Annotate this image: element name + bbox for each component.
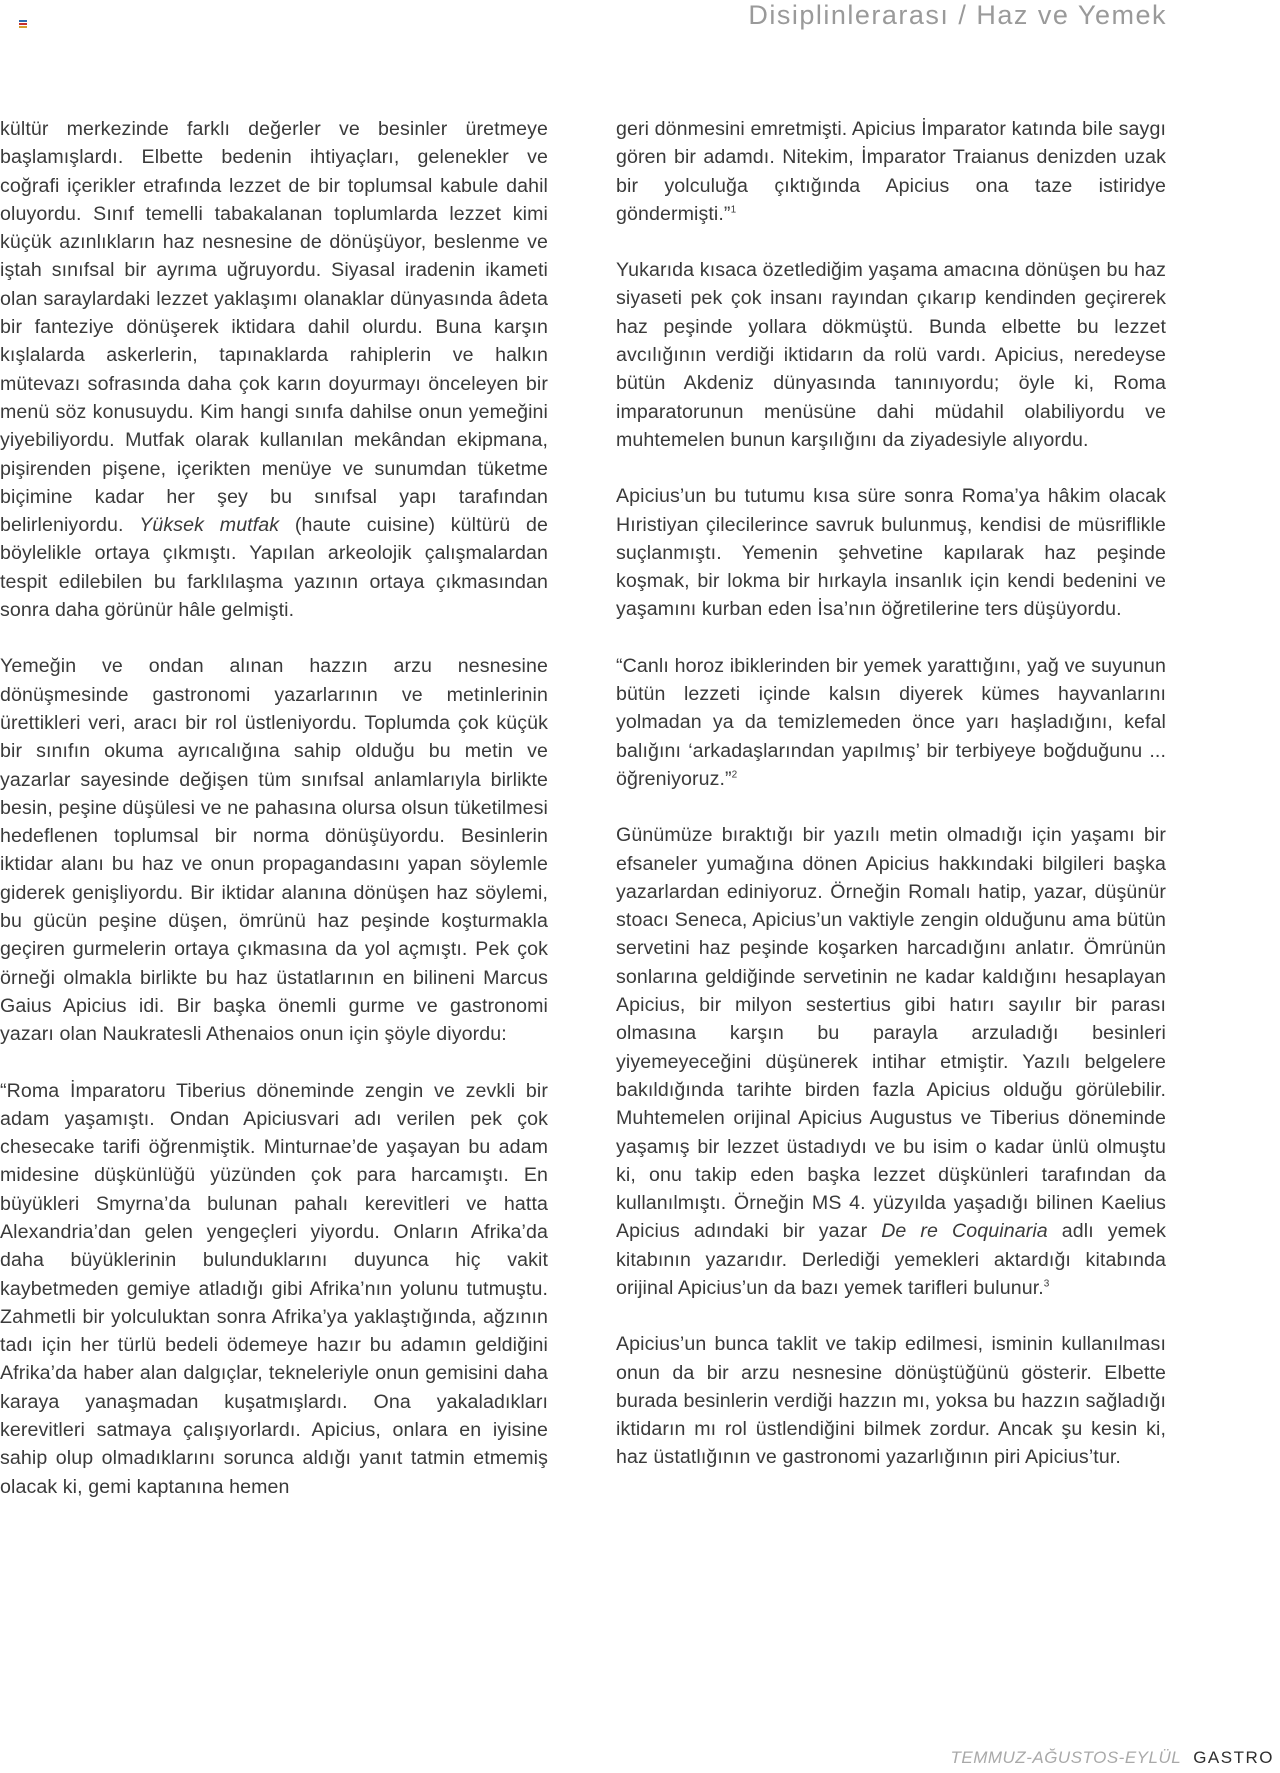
section-title: Disiplinlerarası / Haz ve Yemek (748, 0, 1167, 30)
footnote-marker: 3 (1043, 1278, 1050, 1290)
article-paragraph: Apicius’un bunca taklit ve takip edilmesi, isminin kullanılması onun da bir arzu nesnesine dönüştüğünü gösterir. Elbette burada besinlerin verdiği hazzın mı, yoksa bu hazzın sağladığı iktidarın mı rol üstlendiğini bilmek zordur. Ancak şu kesin ki, haz üstatlığının ve gastronomi yazarlığının piri Apicius’tur. (616, 1333, 1166, 1469)
footnote-marker: 2 (731, 769, 738, 781)
article-quote-end: geri dönmesini emretmişti. Apicius İmparator katında bile saygı gören bir adamdı. Nitekim, İmparator Traianus denizden uzak bir yolculuğa çıktığında Apicius ona taze istiridye göndermişti.”$^1$ (616, 118, 1166, 225)
article-paragraph: Yemeğin ve ondan alınan hazzın arzu nesnesine dönüşmesinde gastronomi yazarlarının ve metinlerinin ürettikleri veri, aracı bir rol üstleniyordu. Toplumda çok küçük bir sınıfın okuma ayrıcalığına sahip olduğu bu metin ve yazarlar sayesinde değişen tüm sınıfsal anlamlarıyla birlikte besin, peşine düşülesi ve ne pahasına olursa olsun tüketilmesi hedeflenen toplumsal bir norma dönüşüyordu. Besinlerin iktidar alanı bu haz ve onun propagandasını yapan söylemle giderek genişliyordu. Bir iktidar alanına dönüşen haz söylemi, bu gücün peşine düşen, ömrünü haz peşinde koşturmakla geçiren gurmelerin ortaya çıkmasına da yol açmıştı. Pek çok örneği olmakla birlikte bu haz üstatlarının en bilineni Marcus Gaius Apicius idi. Bir başka önemli gurme ve gastronomi yazarı olan Naukratesli Athenaios onun için şöyle diyordu: (0, 655, 548, 1046)
page-footer (950, 1748, 1274, 1768)
article-paragraph: kültür merkezinde farklı değerler ve besinler üretmeye başlamışlardı. Elbette bedenin ihtiyaçları, gelenekler ve coğrafi içerikler etrafında lezzet de bir toplumsal kabule dahil oluyordu. Sınıf temelli tabakalanan toplumlarda lezzet kimi küçük azınlıkların haz nesnesine de dönüşüyor, beslenme ve iştah sınıfsal bir ayrıma uğruyordu. Siyasal iradenin ikameti olan saraylardaki lezzet yaklaşımı olanaklar dünyasında âdeta bir fanteziye dönüşerek iktidara dahil olurdu. Buna karşın kışlalarda askerlerin, tapınaklarda rahiplerin ve halkın mütevazı sofrasında daha çok karın doyurmayı önceleyen bir menü söz konusuydu. Kim hangi sınıfa dahilse onun yemeğini yiyebiliyordu. Mutfak olarak kullanılan mekândan ekipmana, pişirenden pişene, içerikten menüye ve sunumdan tüketme biçimine kadar her şey bu sınıfsal yapı tarafından belirleniyordu. Yüksek mutfak (haute cuisine) kültürü de böylelikle ortaya çıkmıştı. Yapılan arkeolojik çalışmalardan tespit edilebilen bu farklılaşma yazının ortaya çıkmasından sonra daha görünür hâle gelmişti. (0, 118, 548, 622)
menu-icon[interactable] (19, 20, 27, 29)
article-quote: “Canlı horoz ibiklerinden bir yemek yarattığını, yağ ve suyunun bütün lezzeti içinde kalsın diyerek kümes hayvanlarını yolmadan ya da temizlemeden önce yarı haşladığını, kefal balığını ‘arkadaşlarından yapılmış’ bir terbiyeye boğduğunu ... öğreniyoruz.”$^2$ (616, 654, 1166, 790)
footnote-marker: 1 (730, 204, 737, 216)
article-quote: “Roma İmparatoru Tiberius döneminde zengin ve zevkli bir adam yaşamıştı. Ondan Apiciusvari adı verilen pek çok chesecake tarifi öğrenmiştik. Minturnae’de yaşayan bu adam midesine düşkünlüğü yüzünden çok para harcamıştı. En büyükleri Smyrna’da bulunan pahalı kerevitleri ve hatta Alexandria’dan gelen yengeçleri yiyordu. Onların Afrika’da daha büyüklerinin bulunduklarını duyunca hiç vakit kaybetmeden gemiye atladığı gibi Afrika’nın yolunu tutmuştu. Zahmetli bir yolculuktan sonra Afrika’ya yaklaştığında, ağzının tadı için her türlü bedeli ödemeye hazır bu adamın geldiğini Afrika’da haber alan dalgıçlar, tekneleriyle onun gemisini daha karaya yanaşmadan kuşatmışlardı. Ona yakaladıkları kerevitleri satmaya çalışıyorlardı. Apicius, onlara en iyisine sahip olup olmadıklarını sorunca aldığı yanıt tatmin etmemiş olacak ki, gemi kaptanına hemen (0, 1079, 548, 1498)
article-paragraph: Günümüze bıraktığı bir yazılı metin olmadığı için yaşamı bir efsaneler yumağına dönen Apicius hakkındaki bilgileri başka yazarlardan ediniyoruz. Örneğin Romalı hatip, yazar, düşünür stoacı Seneca, Apicius’un vaktiyle zengin olduğunu ama bütün servetini haz peşinde koşarken harcadığını anlatır. Ömrünün sonlarına geldiğinde servetinin ne kadar kaldığını hesaplayan Apicius, bir milyon sestertius gibi hatırı sayılır bir parası olmasına karşın bu parayla arzuladığı besinleri yiyemeyeceğini düşünerek intihar etmiştir. Yazılı belgelere bakıldığında tarihte birden fazla Apicius olduğu görülebilir. Muhtemelen orijinal Apicius Augustus ve Tiberius döneminde yaşamış bir lezzet üstadıydı ve bu isim o kadar ünlü olmuştu ki, onu takip eden başka lezzet düşkünleri tarafından da kullanılmıştı. Örneğin MS 4. yüzyılda yaşadığı bilinen Kaelius Apicius adındaki bir yazar De re Coquinaria adlı yemek kitabının yazarıdır. Derlediği yemekleri aktardığı kitabında orijinal Apicius’un da bazı yemek tarifleri bulunur.$^3$ (616, 824, 1166, 1299)
menu-icon-bar (19, 26, 27, 28)
footer-magazine: GASTRO (1193, 1748, 1274, 1767)
article-column-right (616, 115, 1166, 1500)
menu-icon-bar (19, 20, 27, 22)
footer-issue: TEMMUZ-AĞUSTOS-EYLÜL (950, 1748, 1182, 1767)
article-paragraph: Apicius’un bu tutumu kısa süre sonra Roma’ya hâkim olacak Hıristiyan çilecilerince savruk bulunmuş, kendisi de müsriflikle suçlanmıştı. Yemenin şehvetine kapılarak haz peşinde koşmak, bir lokma bir hırkayla insanlık için kendi bedenini ve yaşamını kurban eden İsa’nın öğretilerine ters düşüyordu. (616, 485, 1166, 621)
menu-icon-bar (19, 23, 27, 25)
article-column-left (0, 115, 548, 1529)
article-paragraph: Yukarıda kısaca özetlediğim yaşama amacına dönüşen bu haz siyaseti pek çok insanı rayından çıkarıp kendinden geçirerek haz peşinde yollara dökmüştü. Bunda elbette bu lezzet avcılığının verdiği iktidarın da rolü vardı. Apicius, neredeyse bütün Akdeniz dünyasında tanınıyordu; öyle ki, Roma imparatorunun menüsüne dahi müdahil olabiliyordu ve muhtemelen bunun karşılığını da ziyadesiyle alıyordu. (616, 259, 1166, 451)
